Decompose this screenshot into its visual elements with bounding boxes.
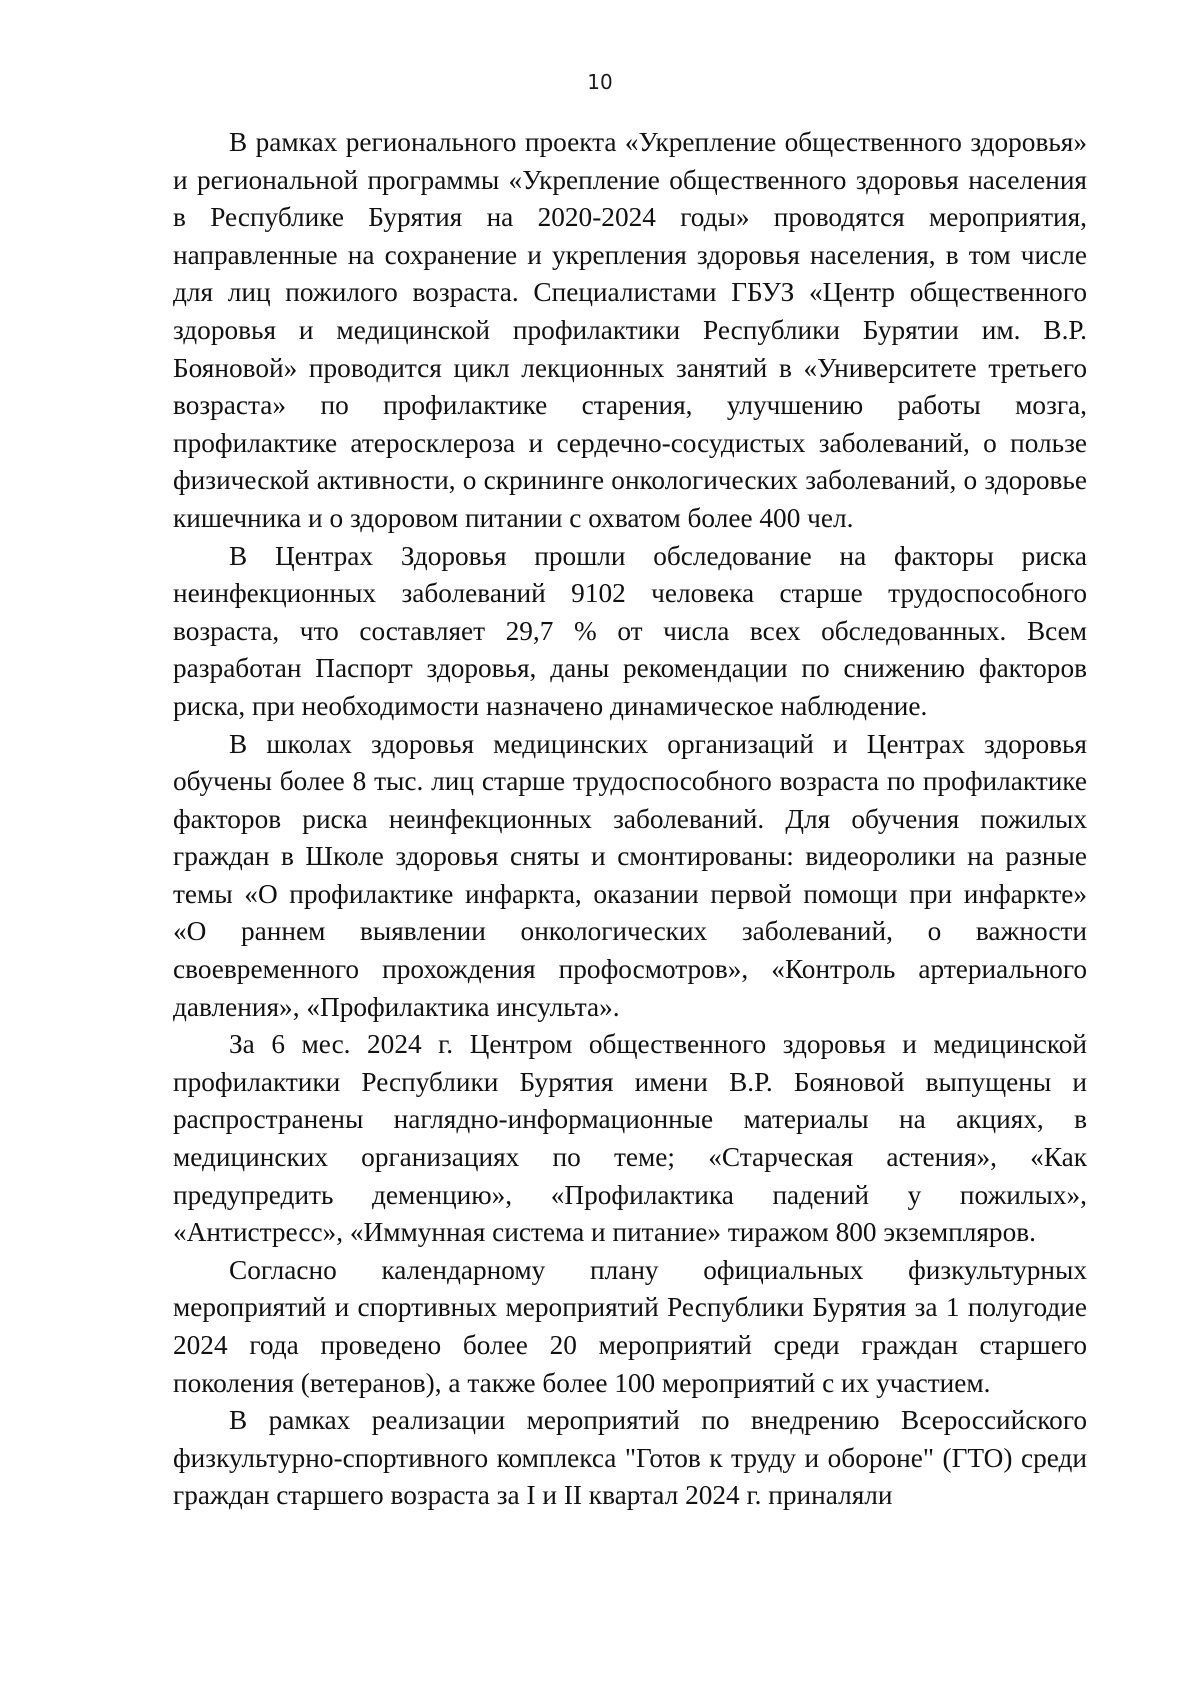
page-number: 10 — [587, 70, 613, 94]
paragraph-health-schools: В школах здоровья медицинских организаций и Центрах здоровья обучены более 8 тыс. лиц старше трудоспособного возраста по профилактике факторов риска неинфекционных заболеваний. Для обучения пожилых граждан в Школе здоровья сняты и смонтированы: видеоролики на разные темы «О профилактике инфаркта, оказании первой помощи при инфаркте» «О раннем выявлении онкологических заболеваний, о важности своевременного прохождения профосмотров», «Контроль артериального давления», «Профилактика инсульта». — [173, 728, 1087, 1022]
paragraph-regional-project: В рамках регионального проекта «Укрепление общественного здоровья» и региональной программы «Укрепление общественного здоровья населения в Республике Бурятия на 2020-2024 годы» проводятся мероприятия, направленные на сохранение и укрепления здоровья населения, в том числе для лиц пожилого возраста. Специалистами ГБУЗ «Центр общественного здоровья и медицинской профилактики Республики Бурятии им. В.Р. Бояновой» проводится цикл лекционных занятий в «Университете третьего возраста» по профилактике старения, улучшению работы мозга, профилактике атеросклероза и сердечно-сосудистых заболеваний, о пользе физической активности, о скрининге онкологических заболеваний, о здоровье кишечника и о здоровом питании с охватом более 400 чел. — [173, 127, 1087, 533]
paragraph-gto-complex: В рамках реализации мероприятий по внедрению Всероссийского физкультурно-спортивного комплекса "Готов к труду и обороне" (ГТО) среди граждан старшего возраста за I и II квартал 2024 г. приналяли — [173, 1405, 1087, 1511]
paragraph-sports-events: Согласно календарному плану официальных физкультурных мероприятий и спортивных мероприятий Республики Бурятия за 1 полугодие 2024 года проведено более 20 мероприятий среди граждан старшего поколения (ветеранов), а также более 100 мероприятий с их участием. — [173, 1254, 1087, 1398]
document-body — [173, 124, 1087, 1515]
paragraph-information-materials: За 6 мес. 2024 г. Центром общественного здоровья и медицинской профилактики Республики Бурятия имени В.Р. Бояновой выпущены и распространены наглядно-информационные материалы на акциях, в медицинских организациях по теме; «Старческая астения», «Как предупредить деменцию», «Профилактика падений у пожилых», «Антистресс», «Иммунная система и питание» тиражом 800 экземпляров. — [173, 1029, 1087, 1248]
paragraph-health-centers: В Центрах Здоровья прошли обследование на факторы риска неинфекционных заболеваний 9102 человека старше трудоспособного возраста, что составляет 29,7 % от числа всех обследованных. Всем разработан Паспорт здоровья, даны рекомендации по снижению факторов риска, при необходимости назначено динамическое наблюдение. — [173, 540, 1087, 721]
